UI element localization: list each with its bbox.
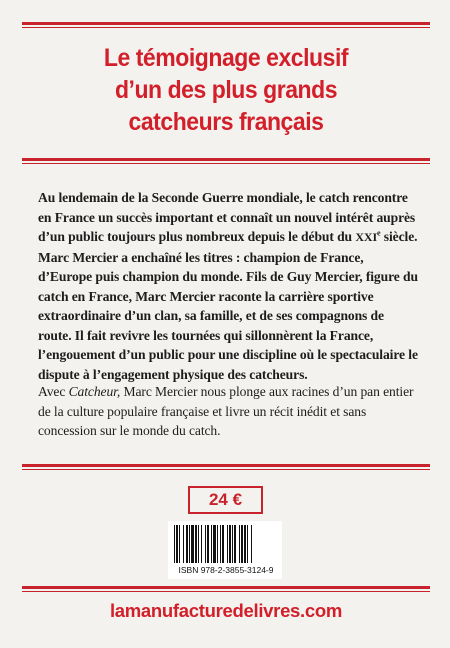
p2-text-a: Avec bbox=[38, 384, 69, 399]
barcode-bar bbox=[198, 525, 199, 563]
price-label: 24 € bbox=[208, 490, 243, 509]
top-rule bbox=[22, 22, 430, 25]
isbn-label: ISBN 978-2-3855-3124-9 bbox=[178, 565, 274, 575]
book-title: Catcheur, bbox=[68, 384, 121, 399]
barcode-bar bbox=[176, 525, 178, 563]
barcode-bar bbox=[239, 525, 240, 563]
barcode-bar bbox=[213, 525, 216, 563]
barcode-bar bbox=[183, 525, 184, 563]
headline-line-3: catcheurs français bbox=[128, 108, 324, 136]
p1-text-a: Au lendemain de la Seconde Guerre mondiale, le catch rencontre en France un succès important et connaît un nouvel intérêt auprès d’un public toujours plus nombreux depuis le début du bbox=[38, 190, 416, 244]
p1-text-b: siècle. Marc Mercier a enchaîné les titres : champion de France, d’Europe puis champion du monde. Fils de Guy Mercier, figure du catch en France, Marc Mercier raconte la carrière sportive extraordinaire d’un clan, sa famille, et de ses compagnons de route. Il fait revivre les tournées qui sillonnèrent la France, l’engouement d’un public pour une discipline où le spectaculaire le dispute à l’engagement physique des catcheurs. bbox=[38, 229, 418, 382]
bottom-rule bbox=[22, 586, 430, 589]
barcode-bar bbox=[205, 525, 206, 563]
description-paragraph-bold bbox=[38, 188, 418, 384]
barcode-bar bbox=[244, 525, 246, 563]
barcode-bar bbox=[251, 525, 252, 563]
middle-rule bbox=[22, 464, 430, 467]
barcode-bar bbox=[229, 525, 231, 563]
description-paragraph bbox=[38, 382, 418, 441]
barcode-bar bbox=[195, 525, 197, 563]
top-rule-thin bbox=[22, 27, 430, 28]
century-numeral: XXI bbox=[355, 230, 378, 244]
headline-line-1: Le témoignage exclusif bbox=[103, 44, 349, 72]
barcode-bar bbox=[247, 525, 248, 563]
barcode-bar bbox=[222, 525, 224, 563]
bottom-rule-thin bbox=[22, 591, 430, 592]
headline-line-2: d’un des plus grands bbox=[114, 76, 338, 104]
barcode-icon bbox=[174, 525, 276, 563]
p2-text-b: Marc Mercier nous plonge aux racines d’un pan entier de la culture populaire française et livre un récit inédit et sans concession sur le monde du catch. bbox=[38, 384, 414, 438]
barcode-block bbox=[168, 521, 282, 579]
century-superscript: e bbox=[377, 228, 381, 238]
publisher-website: lamanufacturedelivres.com bbox=[109, 600, 343, 621]
barcode-bar bbox=[234, 525, 236, 563]
headline bbox=[38, 42, 413, 138]
barcode-bar bbox=[186, 525, 188, 563]
middle-rule-thin bbox=[22, 469, 430, 470]
barcode-bar bbox=[217, 525, 218, 563]
barcode-bar bbox=[241, 525, 243, 563]
barcode-bar bbox=[191, 525, 194, 563]
barcode-bar bbox=[207, 525, 209, 563]
headline-bottom-rule bbox=[22, 158, 430, 161]
barcode-bar bbox=[174, 525, 175, 563]
barcode-bar bbox=[227, 525, 228, 563]
barcode-bar bbox=[211, 525, 212, 563]
price-badge bbox=[188, 486, 263, 514]
headline-bottom-rule-thin bbox=[22, 163, 430, 164]
barcode-bar bbox=[220, 525, 221, 563]
barcode-bar bbox=[179, 525, 180, 563]
barcode-bar bbox=[201, 525, 202, 563]
barcode-bar bbox=[189, 525, 190, 563]
barcode-bar bbox=[232, 525, 233, 563]
